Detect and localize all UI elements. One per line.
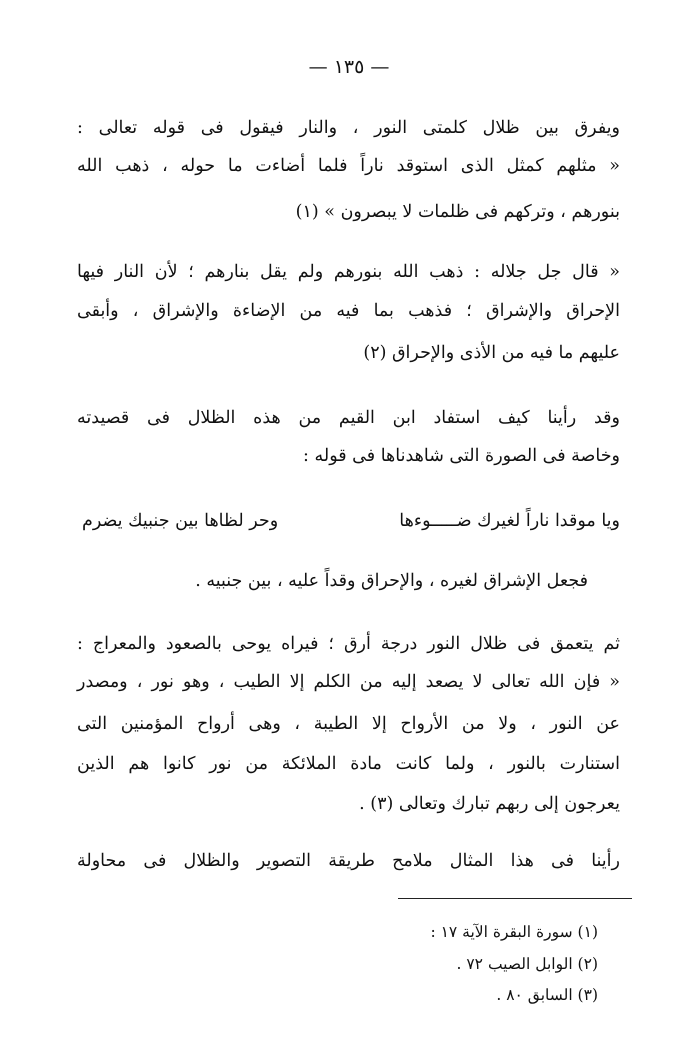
text-line: « قال جل جلاله : ذهب الله بنورهم ولم يقل بنارهم ؛ لأن النار فيها (77, 262, 620, 282)
footnote: (١) سورة البقرة الآية ١٧ : (430, 923, 598, 941)
text-line: « فإن الله تعالى لا يصعد إليه من الكلم إلا الطيب ، وهو نور ، ومصدر (77, 672, 620, 692)
text-line: « مثلهم كمثل الذى استوقد ناراً فلما أضاءت ما حوله ، ذهب الله (77, 156, 620, 176)
text-line: وخاصة فى الصورة التى شاهدناها فى قوله : (303, 446, 620, 466)
text-line: بنورهم ، وتركهم فى ظلمات لا يبصرون » (١) (295, 202, 620, 222)
text-line: الإحراق والإشراق ؛ فذهب بما فيه من الإضاءة والإشراق ، وأبقى (77, 301, 620, 321)
text-line: وقد رأينا كيف استفاد ابن القيم من هذه الظلال فى قصيدته (77, 408, 620, 428)
text-line: ويفرق بين ظلال كلمتى النور ، والنار فيقول فى قوله تعالى : (77, 118, 620, 138)
text-line: ثم يتعمق فى ظلال النور درجة أرق ؛ فيراه يوحى بالصعود والمعراج : (77, 634, 620, 654)
footnote: (٢) الوابل الصيب ٧٢ . (456, 955, 598, 973)
text-line: عليهم ما فيه من الأذى والإحراق (٢) (363, 343, 620, 363)
text-line: رأينا فى هذا المثال ملامح طريقة التصوير والظلال فى محاولة (77, 851, 620, 871)
text-line: فجعل الإشراق لغيره ، والإحراق وقداً عليه ، بين جنبيه . (195, 571, 588, 591)
text-line: استنارت بالنور ، ولما كانت مادة الملائكة من نور كانوا هم الذين (77, 754, 620, 774)
footnote: (٣) السابق ٨٠ . (496, 986, 598, 1004)
text-line: يعرجون إلى ربهم تبارك وتعالى (٣) . (359, 794, 620, 814)
verse-first-hemistich: ويا موقدا ناراً لغيرك ضـــــوءها (399, 511, 620, 531)
text-line: عن النور ، ولا من الأرواح إلا الطيبة ، وهى أرواح المؤمنين التى (77, 714, 620, 734)
verse-second-hemistich: وحر لظاها بين جنبيك يضرم (82, 511, 279, 531)
footnote-divider (398, 898, 632, 899)
page-number: — ١٣٥ — (308, 56, 390, 78)
